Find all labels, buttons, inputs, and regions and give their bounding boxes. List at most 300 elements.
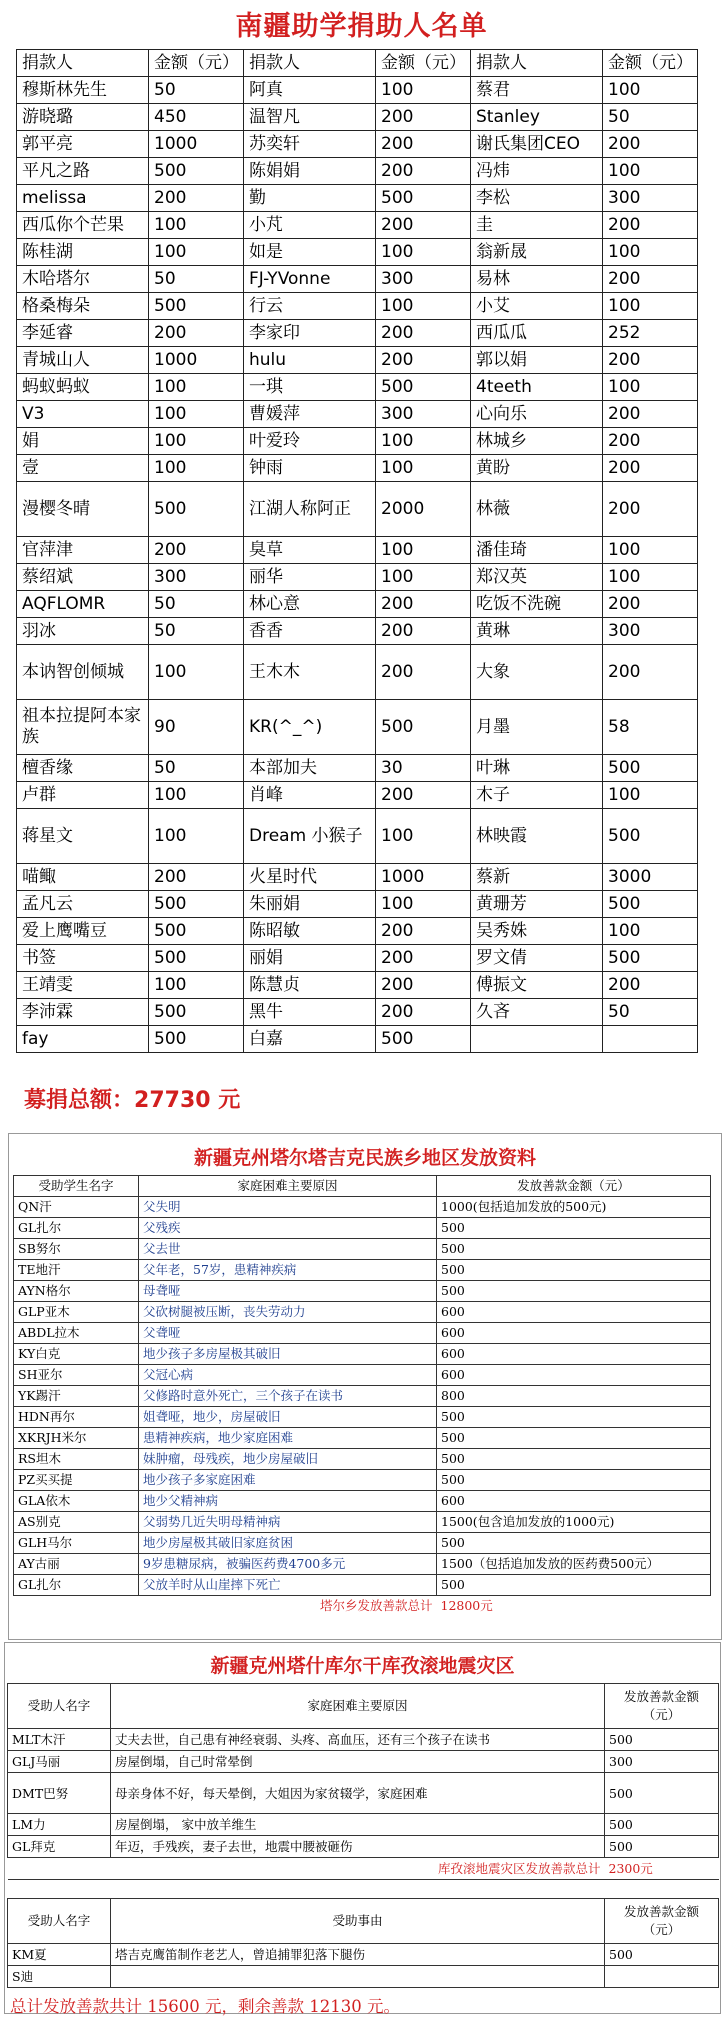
tar-section-title: 新疆克州塔尔塔吉克民族乡地区发放资料 <box>193 1147 536 1169</box>
donor-name: 游晓璐 <box>17 104 149 131</box>
donor-amount: 100 <box>149 972 244 999</box>
donor-name: 羽冰 <box>17 618 149 645</box>
donor-name: 傅振文 <box>471 972 603 999</box>
aid-reason <box>111 1966 605 1988</box>
hardship-reason: 姐聋哑，地少，房屋破旧 <box>139 1407 437 1428</box>
donor-amount: 500 <box>149 999 244 1026</box>
donation-total-label: 募捐总额： <box>24 1087 135 1113</box>
donor-row <box>17 293 698 320</box>
donor-name: 曹媛萍 <box>244 401 376 428</box>
donor-amount: 200 <box>603 482 698 537</box>
donor-name: 爱上鹰嘴豆 <box>17 918 149 945</box>
donor-name: 本讷智创倾城 <box>17 645 149 700</box>
donor-row <box>17 239 698 266</box>
hardship-reason: 年迈，手残疾，妻子去世，地震中腰被砸伤 <box>111 1836 605 1858</box>
donor-row <box>17 999 698 1026</box>
recipient-name: GL扎尔 <box>14 1575 139 1596</box>
donor-name: 久吝 <box>471 999 603 1026</box>
donor-name: 蔡君 <box>471 77 603 104</box>
donor-row <box>17 864 698 891</box>
donor-name: 臭草 <box>244 537 376 564</box>
tar-total-value: 12800元 <box>440 1598 493 1613</box>
donor-name: Stanley <box>471 104 603 131</box>
recipient-name: GL扎尔 <box>14 1218 139 1239</box>
donor-name: 蚂蚁蚂蚁 <box>17 374 149 401</box>
donor-name: Dream 小猴子 <box>244 809 376 864</box>
aid-amount: 500 <box>605 1729 719 1751</box>
tar-recipient-row <box>14 1365 711 1386</box>
donor-amount: 1000 <box>376 864 471 891</box>
kuzigun-recipient-row <box>8 1773 719 1814</box>
kuzigun-header-row <box>8 1684 719 1729</box>
donor-name: 西瓜你个芒果 <box>17 212 149 239</box>
recipient-name: SB努尔 <box>14 1239 139 1260</box>
donor-name: 丽娟 <box>244 945 376 972</box>
donor-name: 叶琳 <box>471 755 603 782</box>
recipient-name: XKRJH米尔 <box>14 1428 139 1449</box>
aid-amount: 500 <box>437 1260 711 1281</box>
donor-amount: 200 <box>603 972 698 999</box>
kuzigun-total-value: 2300元 <box>605 1858 719 1880</box>
special-aid-header-row <box>8 1899 719 1944</box>
donor-name: 林城乡 <box>471 428 603 455</box>
donor-amount: 200 <box>603 401 698 428</box>
kuzigun-recipient-row <box>8 1836 719 1858</box>
donor-row <box>17 212 698 239</box>
donor-name: 喵鲰 <box>17 864 149 891</box>
donor-amount: 100 <box>149 239 244 266</box>
kuzigun-total-row <box>8 1858 719 1880</box>
donor-row <box>17 972 698 999</box>
aid-amount: 800 <box>437 1386 711 1407</box>
donor-amount: 100 <box>376 537 471 564</box>
aid-amount: 600 <box>437 1365 711 1386</box>
donor-name: 白嘉 <box>244 1026 376 1053</box>
donor-name: 苏奕轩 <box>244 131 376 158</box>
hardship-reason: 地少父精神病 <box>139 1491 437 1512</box>
donor-row <box>17 428 698 455</box>
kuzigun-recipient-row <box>8 1729 719 1751</box>
aid-amount: 500 <box>437 1575 711 1596</box>
donor-amount: 200 <box>603 428 698 455</box>
hardship-reason: 父残疾 <box>139 1218 437 1239</box>
donor-header-row <box>17 50 698 77</box>
recipient-name: GLP亚木 <box>14 1302 139 1323</box>
donor-amount: 500 <box>149 945 244 972</box>
donor-amount: 50 <box>603 104 698 131</box>
donor-amount: 100 <box>376 293 471 320</box>
recipient-name: DMT巴努 <box>8 1773 111 1814</box>
donor-amount: 300 <box>149 564 244 591</box>
tar-recipient-row <box>14 1218 711 1239</box>
donor-name: 李沛霖 <box>17 999 149 1026</box>
recipient-name: KY白克 <box>14 1344 139 1365</box>
hardship-reason: 妹肿瘤，母残疾，地少房屋破旧 <box>139 1449 437 1470</box>
donor-amount: 300 <box>603 185 698 212</box>
donor-name: 易林 <box>471 266 603 293</box>
donor-amount: 500 <box>149 891 244 918</box>
donor-amount: 100 <box>149 428 244 455</box>
donor-amount: 100 <box>603 374 698 401</box>
aid-amount: 500 <box>437 1449 711 1470</box>
aid-amount: 500 <box>605 1773 719 1814</box>
aid-amount: 500 <box>437 1407 711 1428</box>
donor-amount: 100 <box>376 428 471 455</box>
donor-row <box>17 374 698 401</box>
donor-amount: 500 <box>603 809 698 864</box>
tar-header-row <box>14 1176 711 1197</box>
donor-name: 檀香缘 <box>17 755 149 782</box>
tar-recipient-row <box>14 1428 711 1449</box>
aid-amount: 1500（包括追加发放的医药费500元） <box>437 1554 711 1575</box>
donor-amount: 300 <box>376 266 471 293</box>
table-spacer <box>8 1880 719 1899</box>
aid-amount <box>605 1966 719 1988</box>
donor-row <box>17 809 698 864</box>
donor-name: 蔡新 <box>471 864 603 891</box>
donor-amount: 200 <box>376 347 471 374</box>
tar-recipient-row <box>14 1491 711 1512</box>
donor-amount: 200 <box>376 972 471 999</box>
hardship-reason: 地少孩子多房屋极其破旧 <box>139 1344 437 1365</box>
donor-amount: 1000 <box>149 347 244 374</box>
donor-name: 黄琳 <box>471 618 603 645</box>
donor-amount: 30 <box>376 755 471 782</box>
tar-header-reason: 家庭困难主要原因 <box>139 1176 437 1197</box>
tar-recipient-row <box>14 1533 711 1554</box>
donor-name: 本部加夫 <box>244 755 376 782</box>
donor-amount: 500 <box>376 374 471 401</box>
tar-recipient-row <box>14 1554 711 1575</box>
donor-name: 4teeth <box>471 374 603 401</box>
recipient-name: GLJ马丽 <box>8 1751 111 1773</box>
donor-name: 黑牛 <box>244 999 376 1026</box>
recipient-name: S迪 <box>8 1966 111 1988</box>
donor-amount: 100 <box>376 564 471 591</box>
tar-recipient-row <box>14 1407 711 1428</box>
donor-amount: 200 <box>376 999 471 1026</box>
hardship-reason: 父修路时意外死亡，三个孩子在读书 <box>139 1386 437 1407</box>
donor-name: 木哈塔尔 <box>17 266 149 293</box>
donor-name: 王木木 <box>244 645 376 700</box>
donor-row <box>17 918 698 945</box>
tar-recipient-row <box>14 1197 711 1218</box>
hardship-reason: 患精神疾病，地少家庭困难 <box>139 1428 437 1449</box>
donor-amount: 200 <box>376 618 471 645</box>
donor-amount: 50 <box>149 266 244 293</box>
donor-name: 江湖人称阿正 <box>244 482 376 537</box>
kuzigun-header-amount: 发放善款金额（元） <box>605 1684 719 1729</box>
donor-amount: 100 <box>376 455 471 482</box>
tar-recipient-row <box>14 1512 711 1533</box>
donor-amount: 100 <box>603 537 698 564</box>
donor-amount: 200 <box>376 158 471 185</box>
recipient-name: QN汗 <box>14 1197 139 1218</box>
donor-name: 西瓜瓜 <box>471 320 603 347</box>
donor-name: 郭以娟 <box>471 347 603 374</box>
recipient-name: GL拜克 <box>8 1836 111 1858</box>
donor-name: fay <box>17 1026 149 1053</box>
donor-amount: 200 <box>603 591 698 618</box>
donor-amount: 200 <box>376 782 471 809</box>
donor-name: 卢群 <box>17 782 149 809</box>
donor-row <box>17 591 698 618</box>
recipient-name: HDN再尔 <box>14 1407 139 1428</box>
hardship-reason: 父冠心病 <box>139 1365 437 1386</box>
donor-amount: 200 <box>603 266 698 293</box>
recipient-name: YK踢汗 <box>14 1386 139 1407</box>
aid-amount: 500 <box>437 1239 711 1260</box>
recipient-name: GLH马尔 <box>14 1533 139 1554</box>
donor-header-amount-3: 金额（元） <box>603 50 698 77</box>
donor-amount: 200 <box>603 212 698 239</box>
donor-amount: 200 <box>149 864 244 891</box>
donor-amount: 200 <box>376 131 471 158</box>
donor-amount: 58 <box>603 700 698 755</box>
hardship-reason: 地少孩子多家庭困难 <box>139 1470 437 1491</box>
donor-name: 翁新晟 <box>471 239 603 266</box>
donor-name: 陈慧贞 <box>244 972 376 999</box>
aid-amount: 500 <box>437 1428 711 1449</box>
tar-recipient-row <box>14 1281 711 1302</box>
donation-total-value: 27730 元 <box>134 1088 241 1113</box>
aid-amount: 600 <box>437 1491 711 1512</box>
donor-amount: 500 <box>376 185 471 212</box>
donor-amount: 200 <box>149 537 244 564</box>
donor-amount: 100 <box>603 918 698 945</box>
donor-amount: 90 <box>149 700 244 755</box>
tar-recipient-table <box>13 1175 711 1616</box>
donor-name: 陈昭敏 <box>244 918 376 945</box>
donor-amount: 500 <box>149 293 244 320</box>
donor-name: 壹 <box>17 455 149 482</box>
donor-name: 林映霞 <box>471 809 603 864</box>
hardship-reason: 父聋哑 <box>139 1323 437 1344</box>
donor-row <box>17 1026 698 1053</box>
donor-name: AQFLOMR <box>17 591 149 618</box>
donor-name: 书签 <box>17 945 149 972</box>
donor-amount: 100 <box>149 809 244 864</box>
recipient-name: GLA依木 <box>14 1491 139 1512</box>
donor-amount: 100 <box>149 212 244 239</box>
special-aid-row <box>8 1966 719 1988</box>
recipient-name: TE地汗 <box>14 1260 139 1281</box>
aid-amount: 500 <box>605 1836 719 1858</box>
donor-amount: 200 <box>376 320 471 347</box>
donor-row <box>17 131 698 158</box>
donor-name: FJ-YVonne <box>244 266 376 293</box>
donor-row <box>17 945 698 972</box>
donor-name: 陈娟娟 <box>244 158 376 185</box>
donor-name: 钟雨 <box>244 455 376 482</box>
tar-recipient-row <box>14 1386 711 1407</box>
donor-amount: 500 <box>149 1026 244 1053</box>
donor-name: 火星时代 <box>244 864 376 891</box>
donor-name: 林心意 <box>244 591 376 618</box>
donor-name: 圭 <box>471 212 603 239</box>
donor-name: 香香 <box>244 618 376 645</box>
donor-name: 穆斯林先生 <box>17 77 149 104</box>
donor-name: hulu <box>244 347 376 374</box>
kuzigun-recipient-row <box>8 1814 719 1836</box>
special-aid-header-reason: 受助事由 <box>111 1899 605 1944</box>
donor-row <box>17 104 698 131</box>
aid-amount: 500 <box>437 1281 711 1302</box>
tar-recipient-row <box>14 1449 711 1470</box>
hardship-reason: 父年老，57岁，患精神疾病 <box>139 1260 437 1281</box>
donor-amount: 100 <box>603 782 698 809</box>
hardship-reason: 父去世 <box>139 1239 437 1260</box>
recipient-name: KM夏 <box>8 1944 111 1966</box>
donor-row <box>17 401 698 428</box>
donor-name: 木子 <box>471 782 603 809</box>
donor-name: 月墨 <box>471 700 603 755</box>
tar-township-section <box>8 1133 722 1640</box>
donor-row <box>17 482 698 537</box>
recipient-name: MLT木汗 <box>8 1729 111 1751</box>
special-aid-header-amount: 发放善款金额（元） <box>605 1899 719 1944</box>
tar-header-amount: 发放善款金额（元） <box>437 1176 711 1197</box>
donor-name: 阿真 <box>244 77 376 104</box>
donor-name: 漫樱冬晴 <box>17 482 149 537</box>
grand-total-summary: 总计发放善款共计 15600 元，剩余善款 12130 元。 <box>10 1997 400 2016</box>
recipient-name: SH亚尔 <box>14 1365 139 1386</box>
tar-header-name: 受助学生名字 <box>14 1176 139 1197</box>
donor-amount: 50 <box>149 755 244 782</box>
aid-amount: 1000(包括追加发放的500元) <box>437 1197 711 1218</box>
donor-name: 吴秀姝 <box>471 918 603 945</box>
recipient-name: AYN格尔 <box>14 1281 139 1302</box>
donor-row <box>17 158 698 185</box>
aid-amount: 600 <box>437 1344 711 1365</box>
donor-amount: 100 <box>376 891 471 918</box>
recipient-name: AS别克 <box>14 1512 139 1533</box>
donor-amount: 500 <box>603 755 698 782</box>
kuzigun-header-name: 受助人名字 <box>8 1684 111 1729</box>
donor-name: 郑汉英 <box>471 564 603 591</box>
donor-amount: 50 <box>149 618 244 645</box>
donor-name: 肖峰 <box>244 782 376 809</box>
recipient-name: PZ买买提 <box>14 1470 139 1491</box>
donor-row <box>17 755 698 782</box>
donor-row <box>17 645 698 700</box>
donor-amount: 200 <box>149 320 244 347</box>
donor-amount: 500 <box>376 1026 471 1053</box>
donor-amount: 100 <box>603 239 698 266</box>
donor-header-name-3: 捐款人 <box>471 50 603 77</box>
donor-row <box>17 564 698 591</box>
donor-amount: 100 <box>376 77 471 104</box>
donor-name: 朱丽娟 <box>244 891 376 918</box>
donor-amount: 100 <box>376 809 471 864</box>
donor-name: 如是 <box>244 239 376 266</box>
tar-recipient-row <box>14 1344 711 1365</box>
donor-row <box>17 618 698 645</box>
donor-row <box>17 320 698 347</box>
page-title: 南疆助学捐助人名单 <box>235 11 488 42</box>
donor-name: 李松 <box>471 185 603 212</box>
donor-row <box>17 782 698 809</box>
donor-name: 林薇 <box>471 482 603 537</box>
aid-amount: 500 <box>437 1533 711 1554</box>
tar-recipient-row <box>14 1575 711 1596</box>
donor-name: 郭平亮 <box>17 131 149 158</box>
donor-amount: 500 <box>603 945 698 972</box>
donor-name: 叶爱玲 <box>244 428 376 455</box>
donor-amount: 3000 <box>603 864 698 891</box>
recipient-name: LM力 <box>8 1814 111 1836</box>
donor-name: 谢氏集团CEO <box>471 131 603 158</box>
hardship-reason: 父弱势几近失明母精神病 <box>139 1512 437 1533</box>
kuzigun-recipient-table <box>7 1683 719 1988</box>
aid-amount: 1500(包含追加发放的1000元) <box>437 1512 711 1533</box>
tar-recipient-row <box>14 1239 711 1260</box>
donor-amount: 200 <box>376 104 471 131</box>
aid-amount: 500 <box>437 1470 711 1491</box>
hardship-reason: 父砍树腿被压断，丧失劳动力 <box>139 1302 437 1323</box>
donor-row <box>17 185 698 212</box>
donor-name: 行云 <box>244 293 376 320</box>
donor-amount: 100 <box>603 293 698 320</box>
hardship-reason: 父失明 <box>139 1197 437 1218</box>
donor-amount: 200 <box>376 945 471 972</box>
donor-name: 冯炜 <box>471 158 603 185</box>
donor-name: 孟凡云 <box>17 891 149 918</box>
aid-amount: 600 <box>437 1302 711 1323</box>
hardship-reason: 9岁患糖尿病，被骗医药费4700多元 <box>139 1554 437 1575</box>
hardship-reason: 地少房屋极其破旧家庭贫困 <box>139 1533 437 1554</box>
recipient-name: AY古丽 <box>14 1554 139 1575</box>
donor-amount: 100 <box>603 77 698 104</box>
special-aid-header-name: 受助人名字 <box>8 1899 111 1944</box>
tar-recipient-row <box>14 1302 711 1323</box>
donor-amount: 200 <box>376 918 471 945</box>
hardship-reason: 房屋倒塌， 家中放羊维生 <box>111 1814 605 1836</box>
donor-amount: 300 <box>603 618 698 645</box>
donor-amount: 200 <box>376 591 471 618</box>
aid-reason: 塔吉克鹰笛制作老艺人，曾追捕罪犯落下腿伤 <box>111 1944 605 1966</box>
hardship-reason: 父放羊时从山崖摔下死亡 <box>139 1575 437 1596</box>
donor-name: 蒋星文 <box>17 809 149 864</box>
donor-name: 黄盼 <box>471 455 603 482</box>
donor-amount: 450 <box>149 104 244 131</box>
tar-recipient-row <box>14 1260 711 1281</box>
donor-name: 丽华 <box>244 564 376 591</box>
donor-amount: 100 <box>376 239 471 266</box>
donor-amount: 50 <box>149 77 244 104</box>
donor-amount: 500 <box>603 891 698 918</box>
hardship-reason: 母亲身体不好，每天晕倒，大姐因为家贫辍学，家庭困难 <box>111 1773 605 1814</box>
donor-name: 黄珊芳 <box>471 891 603 918</box>
donor-name: 勤 <box>244 185 376 212</box>
aid-amount: 300 <box>605 1751 719 1773</box>
kuzigun-section-title: 新疆克州塔什库尔干库孜滚地震灾区 <box>210 1655 515 1677</box>
donor-row <box>17 537 698 564</box>
aid-amount: 500 <box>437 1218 711 1239</box>
special-aid-row <box>8 1944 719 1966</box>
donor-amount: 200 <box>149 185 244 212</box>
donor-amount: 300 <box>376 401 471 428</box>
tar-total-row <box>14 1596 711 1617</box>
donor-row <box>17 891 698 918</box>
donor-amount: 500 <box>149 918 244 945</box>
donor-name: 娟 <box>17 428 149 455</box>
donor-amount: 200 <box>376 212 471 239</box>
kuzigun-header-reason: 家庭困难主要原因 <box>111 1684 605 1729</box>
donor-name <box>471 1026 603 1053</box>
donor-row <box>17 266 698 293</box>
donor-name: 陈桂湖 <box>17 239 149 266</box>
